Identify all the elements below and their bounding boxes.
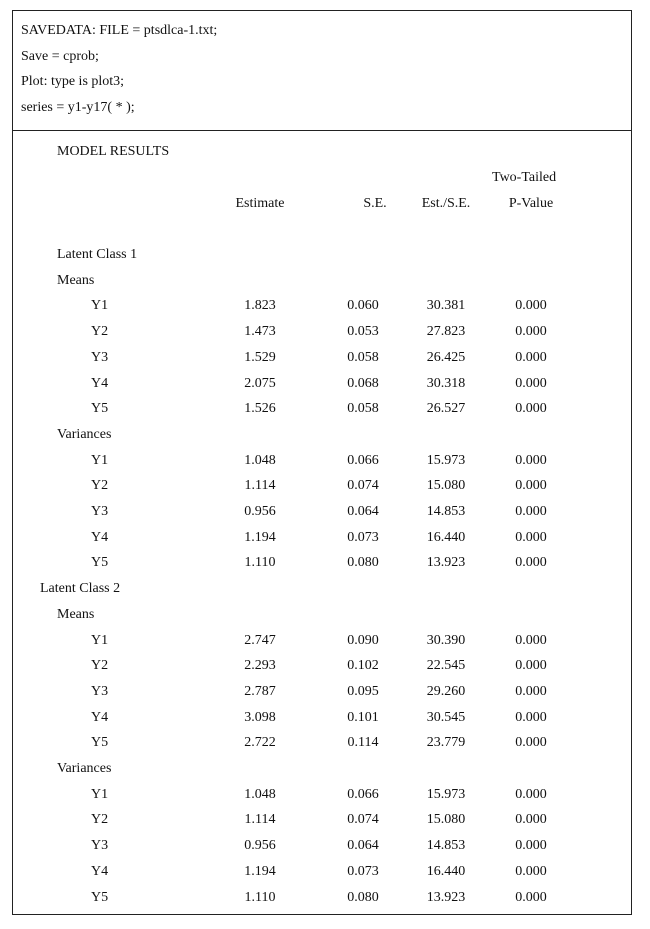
estimate-cell: 2.747 [244, 632, 276, 648]
estimate-cell: 1.823 [244, 298, 276, 314]
se-cell: 0.073 [347, 529, 379, 545]
estimate-cell: 2.293 [244, 658, 276, 674]
p-value-cell: 0.000 [515, 863, 547, 879]
estimate-cell: 0.956 [244, 504, 276, 519]
estimate-cell: 2.722 [244, 735, 276, 751]
estimate-cell: 1.526 [244, 401, 276, 417]
est-se-cell: 15.973 [426, 786, 466, 802]
variable-name: Y4 [91, 709, 109, 725]
code-line: Save = cprob; [21, 49, 99, 64]
se-cell: 0.060 [347, 298, 379, 314]
se-cell: 0.095 [347, 683, 379, 699]
p-value-cell: 0.000 [515, 555, 547, 571]
se-cell: 0.102 [347, 658, 379, 674]
header-two-tailed: Two-Tailed [492, 170, 557, 185]
p-value-cell: 0.000 [515, 504, 547, 519]
estimate-cell: 1.110 [244, 555, 276, 571]
est-se-cell: 14.853 [426, 838, 466, 854]
est-se-cell: 13.923 [426, 889, 466, 905]
variable-name: Y3 [91, 683, 109, 699]
est-se-cell: 16.440 [426, 529, 466, 545]
se-cell: 0.080 [347, 555, 379, 571]
header-est-se: Est./S.E. [421, 196, 471, 211]
variable-name: Y2 [91, 478, 109, 494]
header-p-value: P-Value [508, 196, 554, 211]
p-value-cell: 0.000 [515, 349, 547, 365]
est-se-cell: 30.318 [426, 375, 466, 391]
p-value-cell: 0.000 [515, 709, 547, 725]
est-se-cell: 27.823 [426, 324, 466, 340]
p-value-cell: 0.000 [515, 683, 547, 699]
se-cell: 0.066 [347, 452, 379, 468]
latent-class-label: Latent Class 1 [57, 247, 138, 262]
estimate-cell: 2.787 [244, 683, 276, 699]
est-se-cell: 15.080 [426, 478, 466, 494]
p-value-cell: 0.000 [515, 452, 547, 468]
header-estimate: Estimate [235, 196, 285, 211]
estimate-cell: 1.194 [244, 529, 276, 545]
code-line: series = y1-y17( * ); [21, 100, 135, 115]
variable-name: Y4 [91, 375, 109, 391]
variable-name: Y5 [91, 555, 109, 571]
group-label: Means [57, 272, 95, 288]
latent-class-label: Latent Class 2 [40, 581, 121, 597]
se-cell: 0.064 [347, 504, 379, 519]
se-cell: 0.053 [347, 324, 379, 340]
est-se-cell: 30.381 [426, 298, 466, 314]
variable-name: Y2 [91, 658, 109, 674]
p-value-cell: 0.000 [515, 298, 547, 314]
p-value-cell: 0.000 [515, 324, 547, 340]
variable-name: Y3 [91, 504, 109, 519]
est-se-cell: 13.923 [426, 555, 466, 571]
se-cell: 0.068 [347, 375, 379, 391]
est-se-cell: 30.390 [426, 632, 466, 648]
estimate-cell: 1.529 [244, 349, 276, 365]
variable-name: Y5 [91, 401, 109, 417]
se-cell: 0.101 [347, 709, 379, 725]
se-cell: 0.058 [347, 349, 379, 365]
est-se-cell: 23.779 [426, 735, 466, 751]
p-value-cell: 0.000 [515, 786, 547, 802]
code-line: SAVEDATA: FILE = ptsdlca-1.txt; [21, 23, 218, 38]
est-se-cell: 26.425 [426, 349, 466, 365]
se-cell: 0.073 [347, 863, 379, 879]
est-se-cell: 15.973 [426, 452, 466, 468]
p-value-cell: 0.000 [515, 812, 547, 828]
est-se-cell: 30.545 [426, 709, 466, 725]
group-label: Means [57, 606, 95, 622]
se-cell: 0.114 [347, 735, 379, 751]
estimate-cell: 1.110 [244, 889, 276, 905]
estimate-cell: 1.114 [244, 812, 276, 828]
group-label: Variances [57, 426, 112, 442]
est-se-cell: 14.853 [426, 504, 466, 519]
est-se-cell: 29.260 [426, 683, 466, 699]
code-line: Plot: type is plot3; [21, 74, 125, 89]
variable-name: Y2 [91, 812, 109, 828]
se-cell: 0.074 [347, 812, 379, 828]
document-frame [12, 10, 632, 915]
p-value-cell: 0.000 [515, 375, 547, 391]
header-se: S.E. [363, 196, 387, 211]
estimate-cell: 1.114 [244, 478, 276, 494]
estimate-cell: 3.098 [244, 709, 276, 725]
se-cell: 0.074 [347, 478, 379, 494]
se-cell: 0.090 [347, 632, 379, 648]
variable-name: Y3 [91, 838, 109, 854]
variable-name: Y4 [91, 529, 109, 545]
est-se-cell: 26.527 [426, 401, 466, 417]
p-value-cell: 0.000 [515, 889, 547, 905]
variable-name: Y4 [91, 863, 109, 879]
p-value-cell: 0.000 [515, 735, 547, 751]
variable-name: Y1 [91, 452, 109, 468]
variable-name: Y1 [91, 632, 109, 648]
variable-name: Y5 [91, 735, 109, 751]
est-se-cell: 22.545 [426, 658, 466, 674]
variable-name: Y3 [91, 349, 109, 365]
savedata-block [13, 11, 631, 131]
estimate-cell: 0.956 [244, 838, 276, 854]
est-se-cell: 16.440 [426, 863, 466, 879]
est-se-cell: 15.080 [426, 812, 466, 828]
group-label: Variances [57, 761, 112, 776]
p-value-cell: 0.000 [515, 838, 547, 854]
results-title: MODEL RESULTS [57, 144, 170, 159]
se-cell: 0.064 [347, 838, 379, 854]
estimate-cell: 2.075 [244, 375, 276, 391]
p-value-cell: 0.000 [515, 478, 547, 494]
estimate-cell: 1.473 [244, 324, 276, 340]
estimate-cell: 1.194 [244, 863, 276, 879]
variable-name: Y1 [91, 786, 109, 802]
variable-name: Y5 [91, 889, 109, 905]
estimate-cell: 1.048 [244, 452, 276, 468]
se-cell: 0.080 [347, 889, 379, 905]
se-cell: 0.066 [347, 786, 379, 802]
variable-name: Y1 [91, 298, 109, 314]
se-cell: 0.058 [347, 401, 379, 417]
p-value-cell: 0.000 [515, 658, 547, 674]
p-value-cell: 0.000 [515, 401, 547, 417]
variable-name: Y2 [91, 324, 109, 340]
p-value-cell: 0.000 [515, 529, 547, 545]
p-value-cell: 0.000 [515, 632, 547, 648]
estimate-cell: 1.048 [244, 786, 276, 802]
